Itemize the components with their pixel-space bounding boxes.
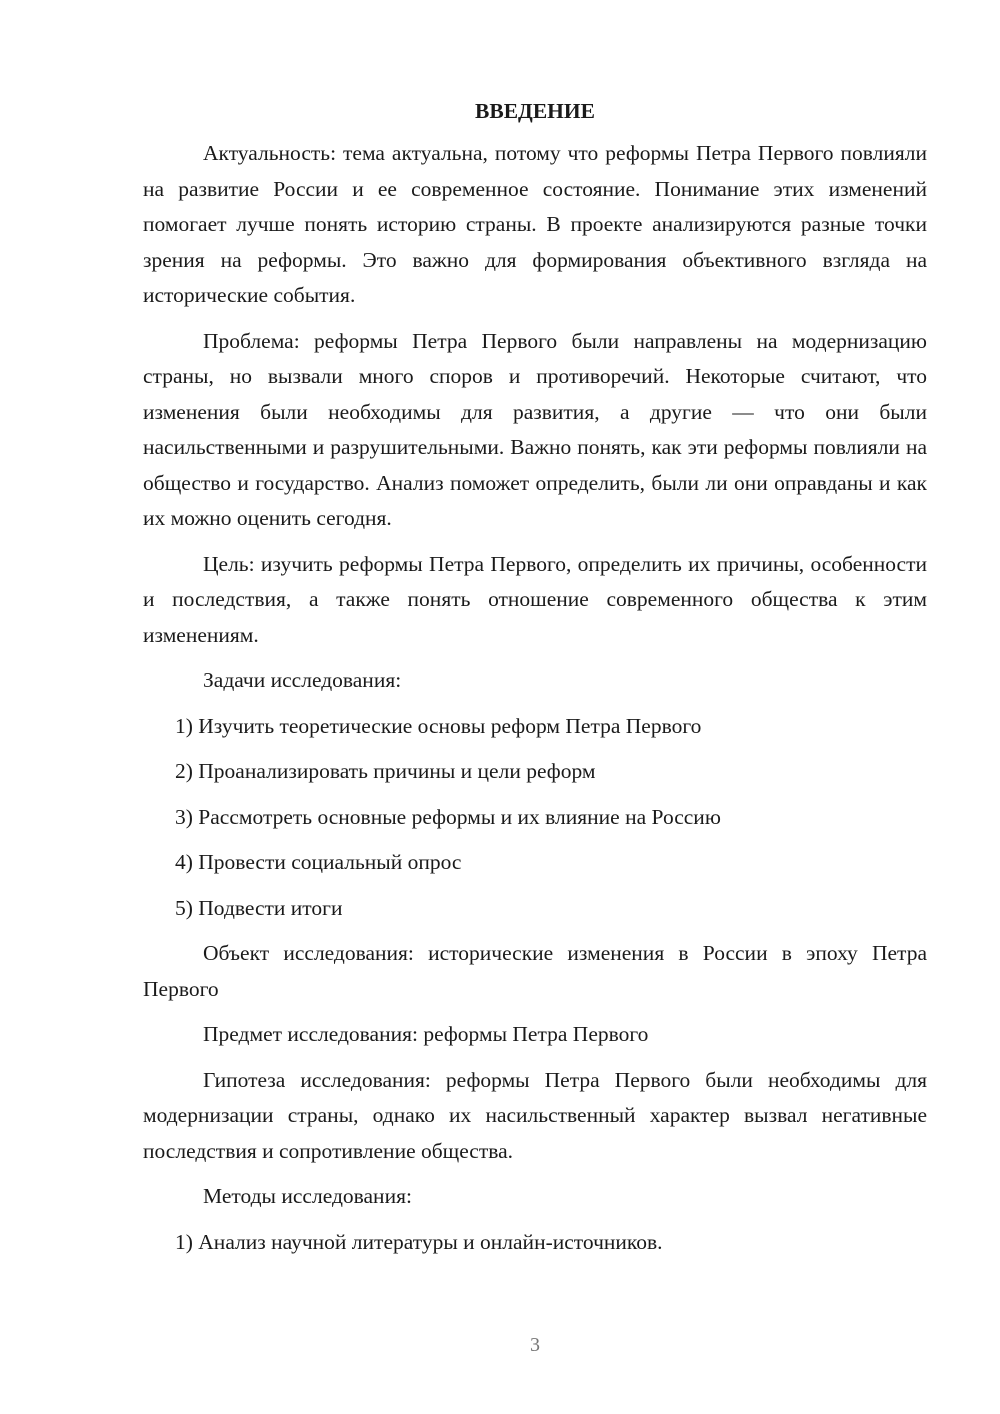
object-paragraph: Объект исследования: исторические изменения в России в эпоху Петра Первого	[143, 941, 927, 1001]
task-item: 5) Подвести итоги	[175, 895, 343, 920]
problem-paragraph: Проблема: реформы Петра Первого были направлены на модернизацию страны, но вызвали много споров и противоречий. Некоторые считают, что изменения были необходимы для развития, а другие — что они были насильственными и разрушительными. Важно понять, как эти реформы повлияли на общество и государство. Анализ поможет определить, были ли они оправданы и как их можно оценить сегодня.	[143, 328, 927, 530]
tasks-heading: Задачи исследования:	[203, 668, 402, 692]
task-item: 2) Проанализировать причины и цели реформ	[175, 759, 596, 783]
task-item: 3) Рассмотреть основные реформы и их влияние на Россию	[175, 804, 721, 829]
goal-paragraph: Цель: изучить реформы Петра Первого, определить их причины, особенности и последствия, а также понять отношение современного общества к этим изменениям.	[143, 551, 927, 647]
page-number: 3	[530, 1334, 540, 1356]
task-item: 1) Изучить теоретические основы реформ Петра Первого	[175, 713, 702, 738]
task-item: 4) Провести социальный опрос	[175, 850, 462, 874]
methods-heading: Методы исследования:	[203, 1184, 412, 1208]
section-title: ВВЕДЕНИЕ	[475, 99, 595, 123]
method-item: 1) Анализ научной литературы и онлайн-источников.	[175, 1229, 663, 1254]
subject-paragraph: Предмет исследования: реформы Петра Первого	[203, 1022, 649, 1046]
document-page	[143, 96, 927, 1270]
relevance-paragraph: Актуальность: тема актуальна, потому что реформы Петра Первого повлияли на развитие России и ее современное состояние. Понимание этих изменений помогает лучше понять историю страны. В проекте анализируются разные точки зрения на реформы. Это важно для формирования объективного взгляда на исторические события.	[143, 141, 927, 307]
hypothesis-paragraph: Гипотеза исследования: реформы Петра Первого были необходимы для модернизации страны, однако их насильственный характер вызвал негативные последствия и сопротивление общества.	[143, 1067, 927, 1163]
